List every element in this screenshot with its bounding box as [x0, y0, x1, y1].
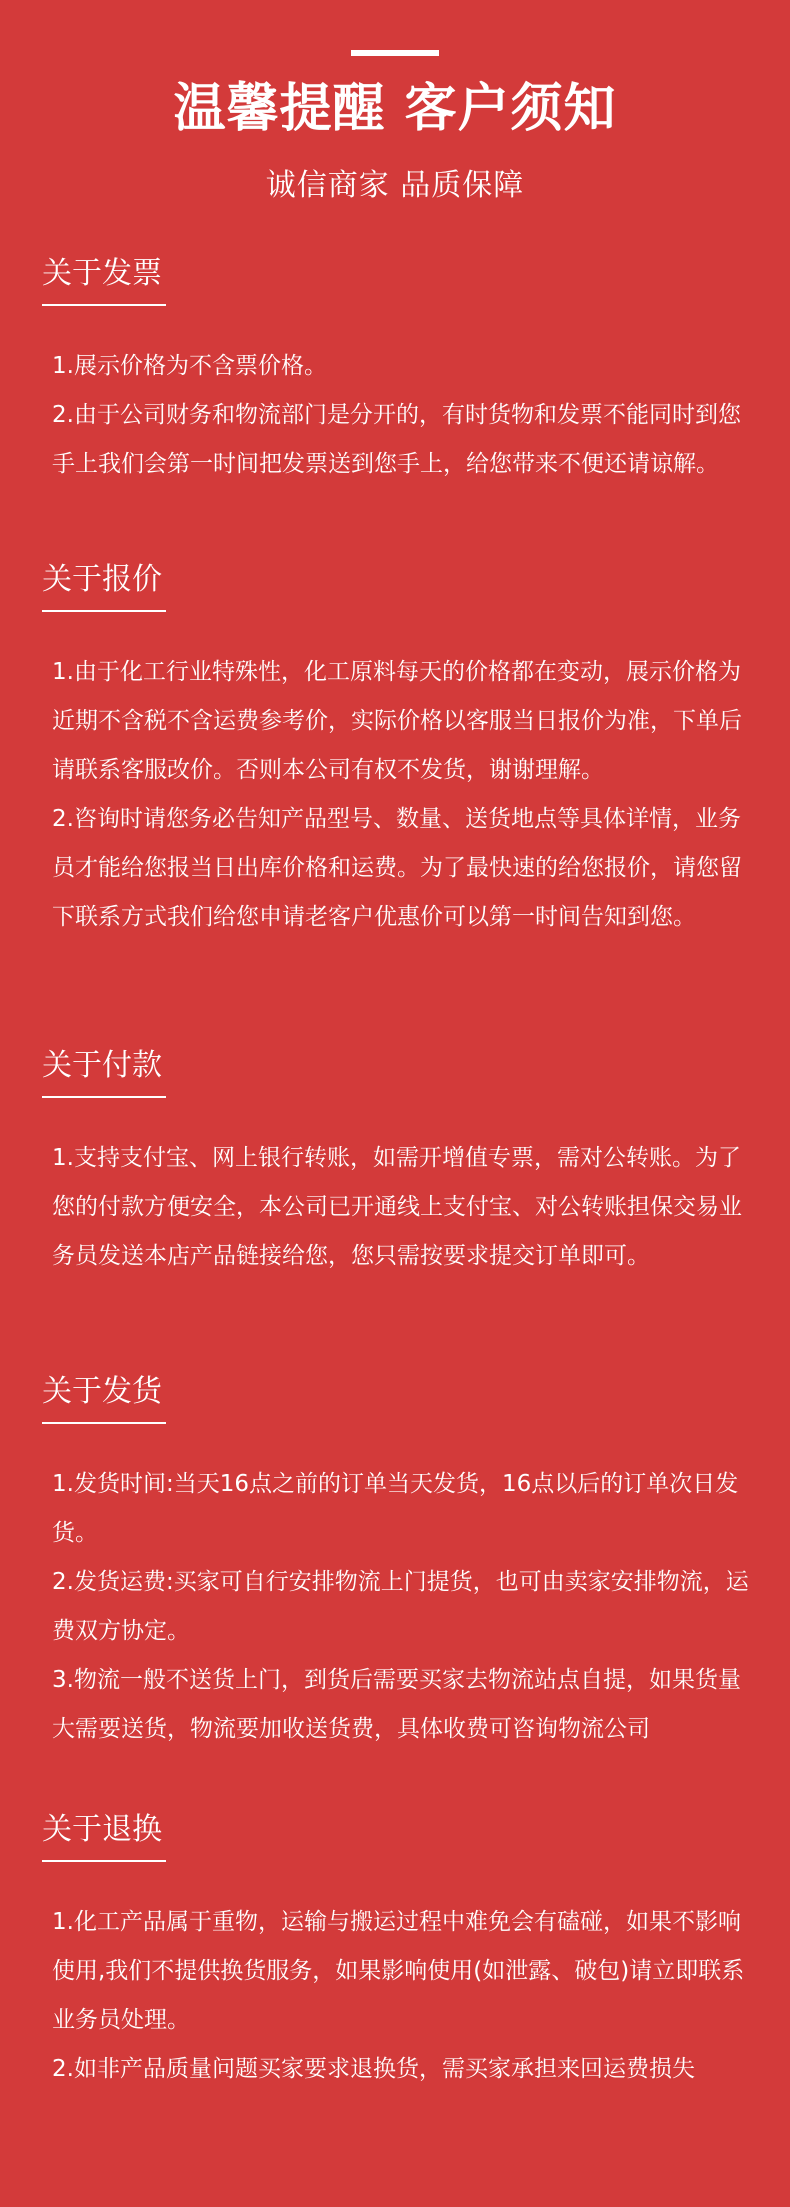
- section-heading: 关于报价: [42, 560, 166, 612]
- section-invoice: [42, 254, 752, 489]
- paragraph: 2.如非产品质量问题买家要求退换货，需买家承担来回运费损失: [52, 2056, 695, 2082]
- paragraph: 1.发货时间:当天16点之前的订单当天发货，16点以后的订单次日发货。: [52, 1471, 739, 1546]
- paragraph: 3.物流一般不送货上门，到货后需要买家去物流站点自提，如果货量大需要送货，物流要加收送货费，具体收费可咨询物流公司: [52, 1667, 741, 1742]
- section-heading: 关于退换: [42, 1810, 166, 1862]
- paragraph: 2.咨询时请您务必告知产品型号、数量、送货地点等具体详情，业务员才能给您报当日出库价格和运费。为了最快速的给您报价，请您留下联系方式我们给您申请老客户优惠价可以第一时间告知到您。: [52, 806, 742, 930]
- section-body: [42, 1460, 752, 1754]
- paragraph: 2.由于公司财务和物流部门是分开的，有时货物和发票不能同时到您手上我们会第一时间把发票送到您手上，给您带来不便还请谅解。: [52, 402, 741, 477]
- section-body: [42, 648, 752, 942]
- section-body: [42, 342, 752, 489]
- section-shipping: [42, 1372, 752, 1754]
- paragraph: 1.化工产品属于重物，运输与搬运过程中难免会有磕碰，如果不影响使用,我们不提供换货服务，如果影响使用(如泄露、破包)请立即联系业务员处理。: [52, 1909, 745, 2033]
- paragraph: 2.发货运费:买家可自行安排物流上门提货，也可由卖家安排物流，运费双方协定。: [52, 1569, 749, 1644]
- section-heading: 关于付款: [42, 1046, 166, 1098]
- paragraph: 1.展示价格为不含票价格。: [52, 353, 327, 379]
- section-returns: [42, 1810, 752, 2094]
- section-heading: 关于发货: [42, 1372, 166, 1424]
- title-decoration-bar: [351, 50, 439, 56]
- section-payment: [42, 1046, 752, 1281]
- section-heading: 关于发票: [42, 254, 166, 306]
- page-subtitle: 诚信商家 品质保障: [265, 168, 525, 203]
- paragraph: 1.支持支付宝、网上银行转账，如需开增值专票，需对公转账。为了您的付款方便安全，本公司已开通线上支付宝、对公转账担保交易业务员发送本店产品链接给您，您只需按要求提交订单即可。: [52, 1145, 742, 1269]
- section-body: [42, 1134, 752, 1281]
- section-body: [42, 1898, 752, 2094]
- section-quote: [42, 560, 752, 942]
- paragraph: 1.由于化工行业特殊性，化工原料每天的价格都在变动，展示价格为近期不含税不含运费参考价，实际价格以客服当日报价为准，下单后请联系客服改价。否则本公司有权不发货，谢谢理解。: [52, 659, 742, 783]
- page-title: 温馨提醒 客户须知: [173, 78, 617, 139]
